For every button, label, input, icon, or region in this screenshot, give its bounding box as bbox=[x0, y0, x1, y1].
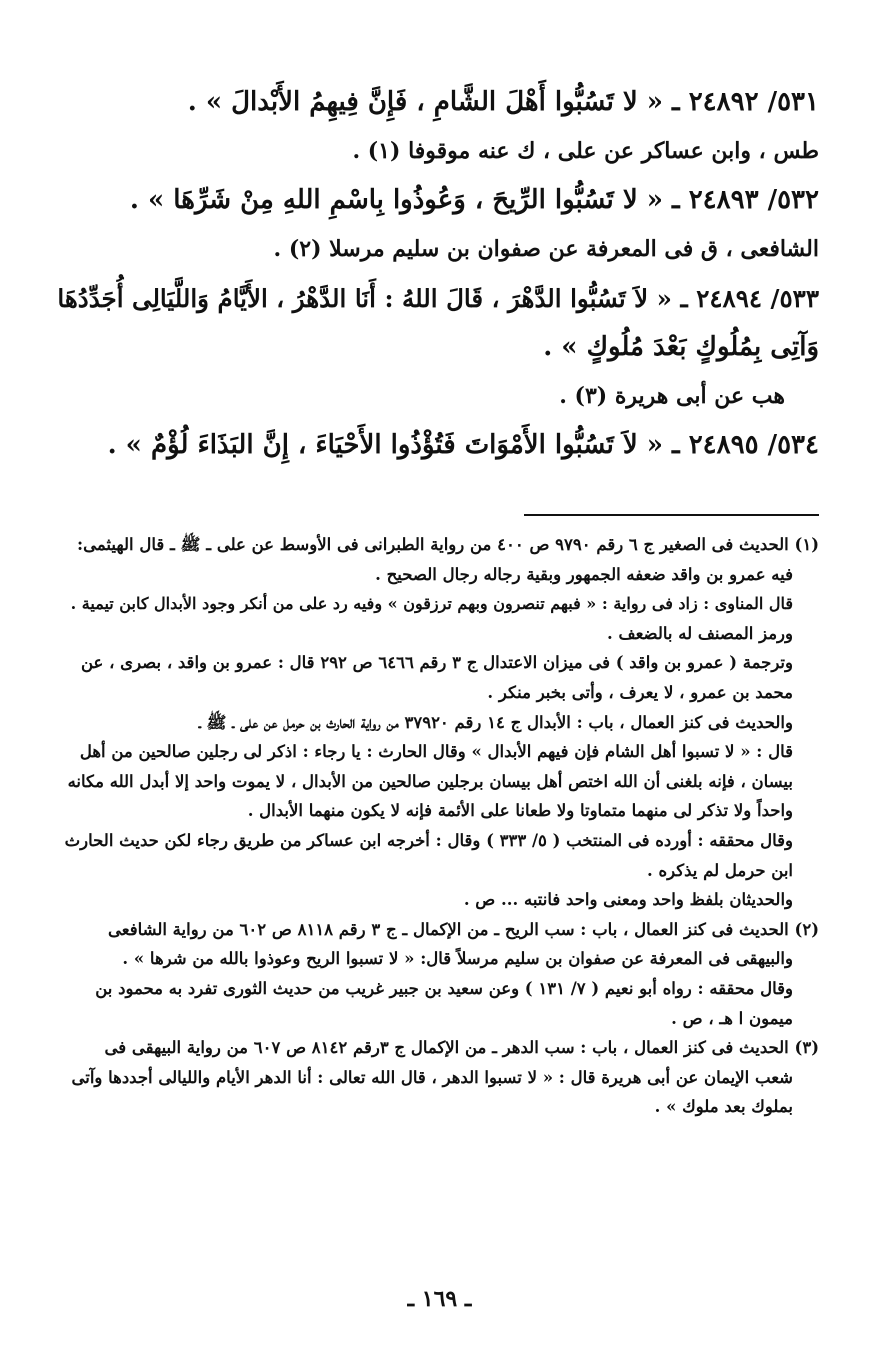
hadith-533-cont: وَآتِى بِمُلُوكٍ بَعْدَ مُلُوكٍ » . bbox=[543, 332, 819, 362]
footnote-divider bbox=[524, 514, 819, 516]
footnote-line: بملوك بعد ملوك » . bbox=[654, 1097, 793, 1117]
footnote-line: واحداً ولا تذكر لى منهما متماوتا ولا طعانا على الأئمة فإنه لا يكون منهما الأبدال . bbox=[247, 801, 793, 821]
footnote-line: فيه عمرو بن واقد ضعفه الجمهور وبقية رجاله رجال الصحيح . bbox=[375, 564, 793, 584]
footnote-2: (٢) الحديث فى كنز العمال ، باب : سب الريح ـ من الإكمال ـ ج ٣ رقم ٨١١٨ ص ٦٠٢ من رواية الشافعى bbox=[107, 919, 819, 939]
footnote-line: والحديثان بلفظ واحد ومعنى واحد فانتبه ... ص . bbox=[463, 890, 793, 910]
footnotes bbox=[52, 530, 819, 1122]
footnote-line: بيسان ، فإنه بلغنى أن الله اختص أهل بيسان برجلين صالحين من الأبدال ، لا يموت واحد إلا أبدل الله مكانه bbox=[67, 771, 793, 791]
hadith-534: ٥٣٤/ ٢٤٨٩٥ ـ « لاَ تَسُبُّوا الأَمْوَاتَ فَتُؤْذُوا الأَحْيَاءَ ، إِنَّ البَذَاءَ لُؤْمٌ » . bbox=[107, 430, 819, 460]
main-text bbox=[52, 78, 819, 470]
source-532: الشافعى ، ق فى المعرفة عن صفوان بن سليم مرسلا (٢) . bbox=[273, 236, 819, 262]
hadith-531: ٥٣١/ ٢٤٨٩٢ ـ « لا تَسُبُّوا أَهْلَ الشَّامِ ، فَإِنَّ فِيهِمُ الأَبْدالَ » . bbox=[187, 87, 819, 117]
source-531: طس ، وابن عساكر عن على ، ك عنه موقوفا (١) . bbox=[352, 138, 819, 164]
footnote-line: ميمون ا هـ ، ص . bbox=[671, 1008, 793, 1028]
footnote-3: (٣) الحديث فى كنز العمال ، باب : سب الدهر ـ من الإكمال ج ٣رقم ٨١٤٢ ص ٦٠٧ من رواية البيهقى فى bbox=[104, 1038, 819, 1058]
footnote-line: وقال محققه : أورده فى المنتخب ( ٥/ ٣٣٣ ) وقال : أخرجه ابن عساكر من طريق رجاء لكن حديث الحارث bbox=[64, 830, 793, 850]
footnote-line: وقال محققه : رواه أبو نعيم ( ٧/ ١٣١ ) وعن سعيد بن جبير غريب من حديث الثورى تفرد به محمود بن bbox=[95, 978, 793, 998]
footnote-line: وترجمة ( عمرو بن واقد ) فى ميزان الاعتدال ج ٣ رقم ٦٤٦٦ ص ٢٩٢ قال : عمرو بن واقد ، بصرى ، عن bbox=[80, 653, 793, 673]
page-number: ـ ١٦٩ ـ bbox=[407, 1286, 472, 1312]
hadith-532: ٥٣٢/ ٢٤٨٩٣ ـ « لا تَسُبُّوا الرِّيحَ ، وَعُوذُوا بِاسْمِ اللهِ مِنْ شَرِّهَا » . bbox=[129, 185, 819, 215]
hadith-533: ٥٣٣/ ٢٤٨٩٤ ـ « لاَ تَسُبُّوا الدَّهْرَ ، قَالَ اللهُ : أَنَا الدَّهْرُ ، الأَيَّامُ وَاللَّيَالِى أُجَدِّدُهَا bbox=[57, 284, 819, 313]
footnote-line: قال : « لا تسبوا أهل الشام فإن فيهم الأبدال » وقال الحارث : يا رجاء : اذكر لى رجلين صالحين من أهل bbox=[79, 742, 793, 762]
source-533: هب عن أبى هريرة (٣) . bbox=[559, 383, 785, 409]
footnote-line: والحديث فى كنز العمال ، باب : الأبدال ج ١٤ رقم ٣٧٩٢٠ من رواية الحارث بن حرمل عن على ـ ﷺ ـ bbox=[198, 712, 793, 732]
footnote-line: والبيهقى فى المعرفة عن صفوان بن سليم مرسلاً قال: « لا تسبوا الريح وعوذوا بالله من شرها » . bbox=[122, 949, 793, 969]
footnote-line: ابن حرمل لم يذكره . bbox=[647, 860, 793, 880]
footnote-line: شعب الإيمان عن أبى هريرة قال : « لا تسبوا الدهر ، قال الله تعالى : أنا الدهر الأيام والليالى أجددها وآتى bbox=[71, 1067, 793, 1087]
footnote-line: محمد بن عمرو ، لا يعرف ، وأتى بخبر منكر . bbox=[487, 682, 793, 702]
footnote-line: ورمز المصنف له بالضعف . bbox=[607, 623, 793, 643]
footnote-line: قال المناوى : زاد فى رواية : « فبهم تنصرون وبهم ترزقون » وفيه رد على من أنكر وجود الأبدال كابن تيمية . bbox=[70, 594, 793, 614]
footnote-1: (١) الحديث فى الصغير ج ٦ رقم ٩٧٩٠ ص ٤٠٠ من رواية الطبرانى فى الأوسط عن على ـ ﷺ ـ قال الهيثمى: bbox=[77, 535, 819, 554]
